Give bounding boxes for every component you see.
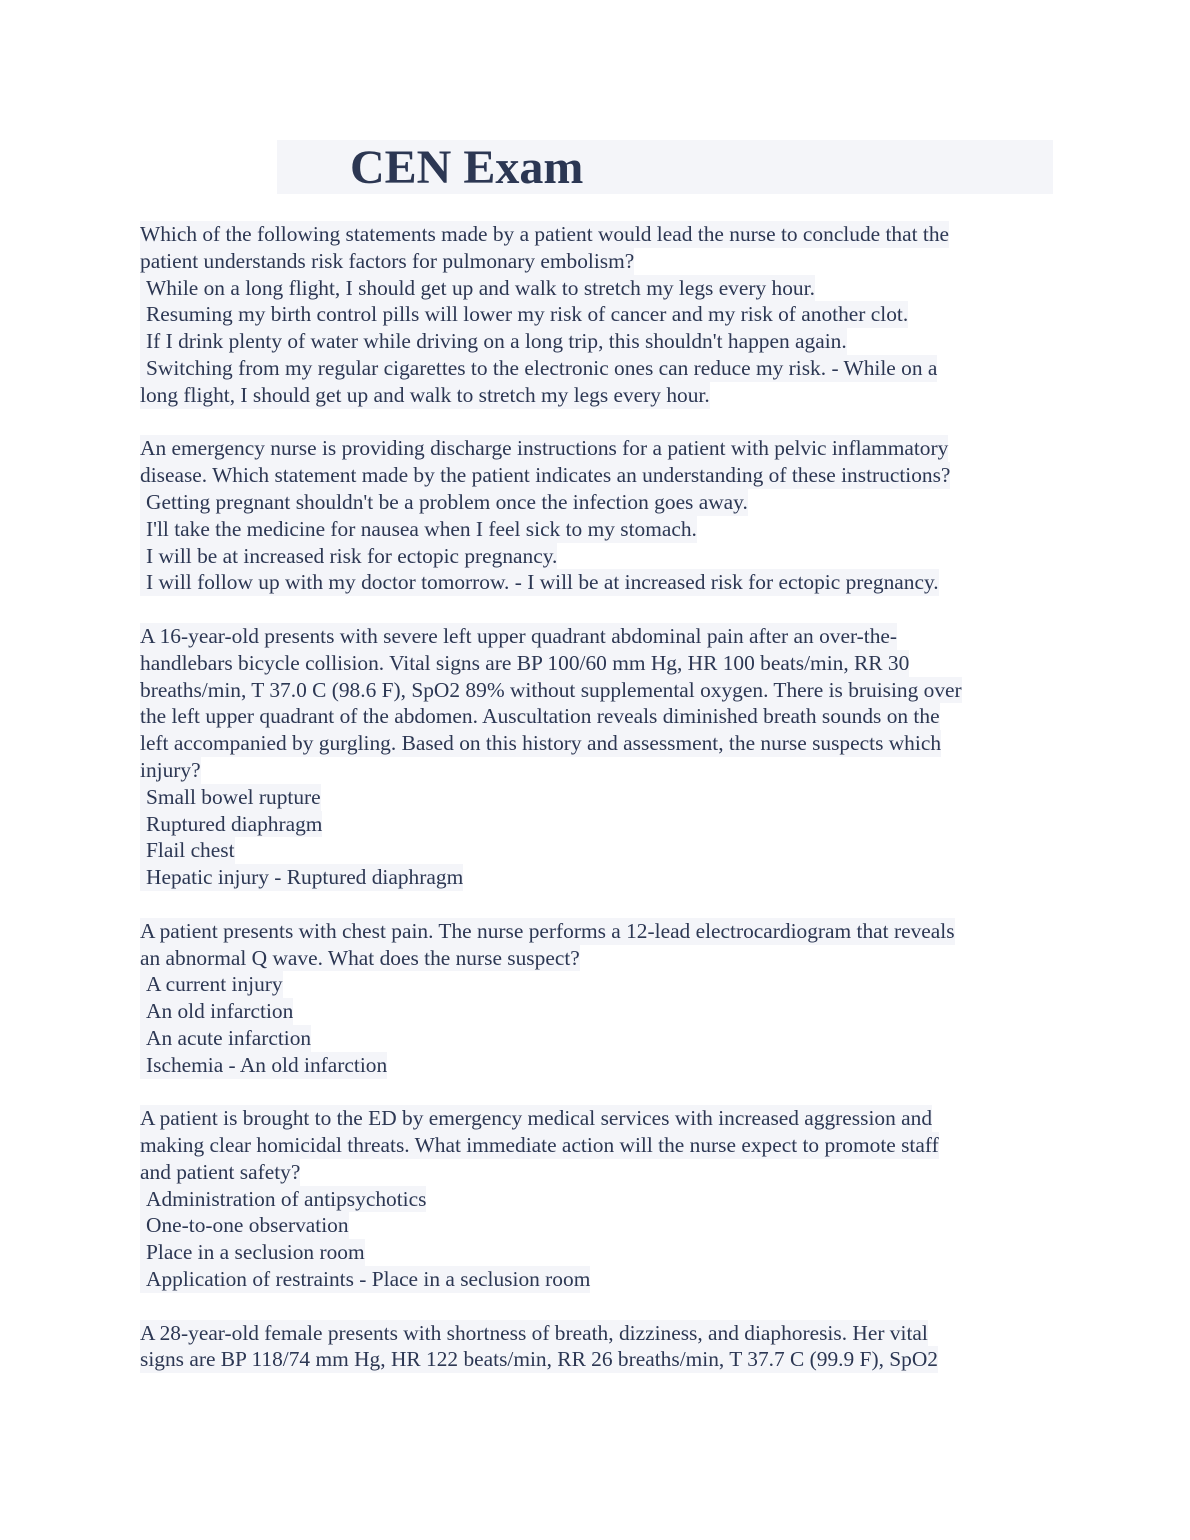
question-block — [140, 1105, 1050, 1293]
answer-option: Ischemia - An old infarction — [140, 1052, 387, 1079]
answer-option: One-to-one observation — [140, 1212, 349, 1239]
answer-option: If I drink plenty of water while driving on a long trip, this shouldn't happen again. — [140, 328, 847, 355]
question-stem: patient understands risk factors for pulmonary embolism? — [140, 248, 635, 273]
question-stem: breaths/min, T 37.0 C (98.6 F), SpO2 89% without supplemental oxygen. There is bruising over — [140, 677, 962, 702]
document-title: CEN Exam — [350, 141, 584, 194]
question-list — [140, 221, 1050, 1400]
answer-option: An acute infarction — [140, 1025, 311, 1052]
question-block — [140, 1320, 1050, 1374]
answer-option: Getting pregnant shouldn't be a problem once the infection goes away. — [140, 489, 748, 516]
question-stem: handlebars bicycle collision. Vital signs are BP 100/60 mm Hg, HR 100 beats/min, RR 30 — [140, 650, 910, 675]
answer-option: A current injury — [140, 971, 283, 998]
answer-option: Application of restraints - Place in a seclusion room — [140, 1266, 590, 1293]
question-stem: A patient is brought to the ED by emergency medical services with increased aggression and — [140, 1106, 933, 1131]
answer-option: Hepatic injury - Ruptured diaphragm — [140, 864, 463, 891]
question-stem: signs are BP 118/74 mm Hg, HR 122 beats/min, RR 26 breaths/min, T 37.7 C (99.9 F), SpO2 — [140, 1347, 939, 1372]
question-stem: disease. Which statement made by the patient indicates an understanding of these instructions? — [140, 463, 951, 488]
answer-option: While on a long flight, I should get up and walk to stretch my legs every hour. — [140, 275, 815, 302]
answer-continuation: long flight, I should get up and walk to stretch my legs every hour. — [140, 382, 710, 407]
question-block — [140, 435, 1050, 596]
answer-option: Switching from my regular cigarettes to the electronic ones can reduce my risk. - While on a — [140, 355, 937, 382]
answer-option: An old infarction — [140, 998, 293, 1025]
question-block — [140, 221, 1050, 409]
answer-option: I will be at increased risk for ectopic pregnancy. — [140, 543, 557, 570]
answer-option: Flail chest — [140, 837, 235, 864]
question-block — [140, 623, 1050, 891]
answer-option: Administration of antipsychotics — [140, 1186, 426, 1213]
answer-option: I will follow up with my doctor tomorrow. - I will be at increased risk for ectopic pregnancy. — [140, 569, 939, 596]
question-stem: making clear homicidal threats. What immediate action will the nurse expect to promote staff — [140, 1133, 939, 1158]
question-stem: the left upper quadrant of the abdomen. Auscultation reveals diminished breath sounds on the — [140, 704, 940, 729]
answer-option: I'll take the medicine for nausea when I feel sick to my stomach. — [140, 516, 697, 543]
answer-option: Ruptured diaphragm — [140, 811, 322, 838]
question-stem: Which of the following statements made by a patient would lead the nurse to conclude that the — [140, 222, 950, 246]
question-stem: left accompanied by gurgling. Based on this history and assessment, the nurse suspects which — [140, 731, 942, 756]
question-stem: injury? — [140, 757, 201, 782]
question-stem: and patient safety? — [140, 1159, 301, 1184]
question-stem: A 16-year-old presents with severe left upper quadrant abdominal pain after an over-the- — [140, 623, 898, 648]
answer-option: Small bowel rupture — [140, 784, 321, 811]
answer-option: Place in a seclusion room — [140, 1239, 365, 1266]
question-stem: An emergency nurse is providing discharge instructions for a patient with pelvic inflammatory — [140, 436, 949, 461]
question-stem: A patient presents with chest pain. The nurse performs a 12-lead electrocardiogram that reveals — [140, 918, 955, 943]
question-block — [140, 918, 1050, 1079]
question-stem: A 28-year-old female presents with shortness of breath, dizziness, and diaphoresis. Her vital — [140, 1320, 928, 1345]
answer-option: Resuming my birth control pills will lower my risk of cancer and my risk of another clot. — [140, 301, 908, 328]
question-stem: an abnormal Q wave. What does the nurse suspect? — [140, 945, 580, 970]
